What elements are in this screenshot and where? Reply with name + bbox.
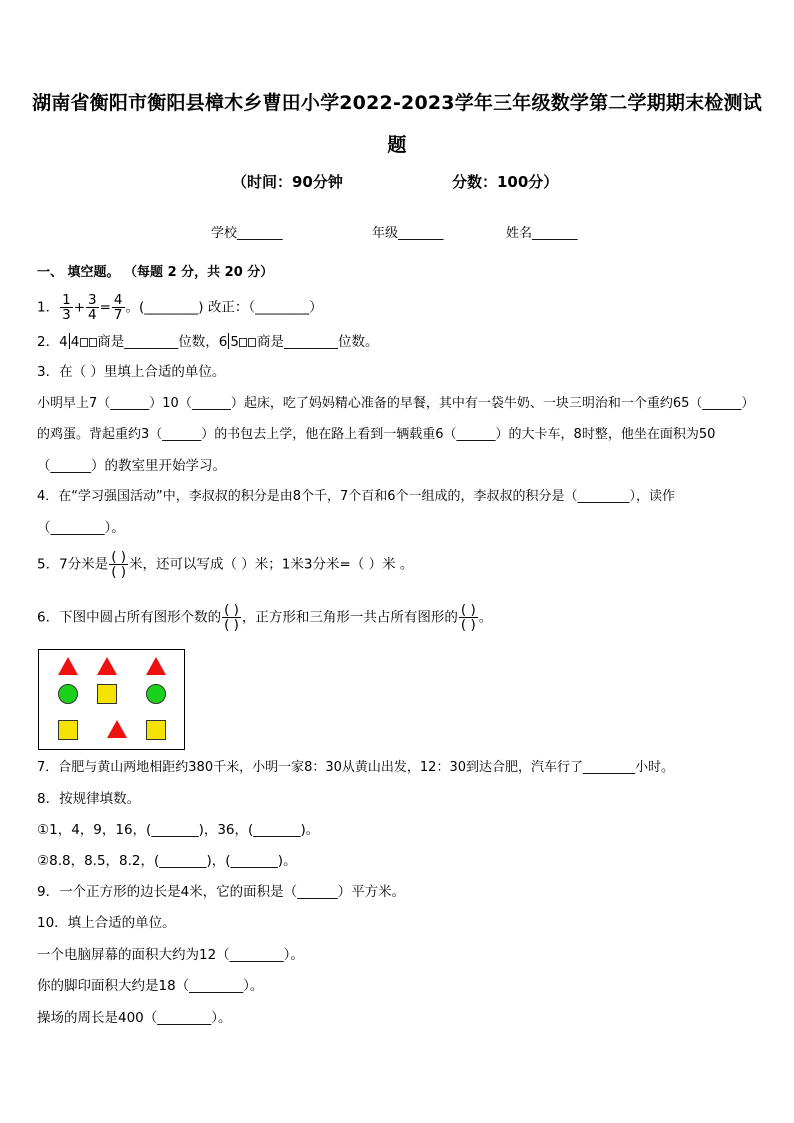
blank-box-icon [80,338,88,347]
q6-fraction-2: $\frac{( )}{( )}$ [460,602,476,633]
shapes-figure [38,649,185,750]
q6-mid: ，正方形和三角形一共占所有图形的 [241,609,458,626]
question-6 [37,603,492,632]
time-label: （时间：90分钟 [232,173,343,191]
question-8-line: ②8.8，8.5，8.2，(_______)，(_______)。 [37,853,297,869]
triangle-icon [58,657,78,675]
q2-divisor-a: 4 [59,334,68,350]
exam-title-line2: 题 [387,134,407,156]
question-10-line: 你的脚印面积大约是18（________）。 [37,978,264,994]
q5-post: 米，还可以写成（ ）米；1米3分米=（ ）米 。 [129,556,414,573]
question-8-title: 8．按规律填数。 [37,791,141,807]
question-8-line: ①1，4，9，16，(_______)，36，(_______)。 [37,822,320,838]
question-4: 4．在“学习强国活动”中，李叔叔的积分是由8个千，7个百和6个一组成的，李叔叔的积分是（________），读作 [37,489,676,504]
q1-tail: 。(________) 改正：（________） [125,299,323,316]
q2-number: 2． [37,334,60,350]
question-10-line: 操场的周长是400（________）。 [37,1010,232,1026]
q6-fraction-1: $\frac{( )}{( )}$ [224,602,239,633]
student-info-line [0,222,794,242]
circle-icon [146,684,166,704]
square-icon [146,720,166,740]
q2-text-b: 商是________位数。 [256,334,379,350]
q1-equals: = [99,299,111,316]
exam-title-line1: 湖南省衡阳市衡阳县樟木乡曹田小学2022-2023学年三年级数学第二学期期末检测试 [32,92,762,114]
triangle-icon [107,720,127,738]
division-bracket-icon [69,333,70,349]
blank-box-icon [89,338,97,347]
question-2 [37,332,378,352]
square-icon [58,720,78,740]
blank-box-icon [248,338,256,347]
q5-fraction: $\frac{( )}{( )}$ [111,549,127,580]
question-7: 7．合肥与黄山两地相距约380千米，小明一家8：30从黄山出发，12：30到达合肥，汽车行了________小时。 [37,760,674,775]
triangle-icon [97,657,117,675]
q2-text-a: 商是________位数， [97,334,219,350]
school-field: 学校_______ [211,226,283,241]
question-3-line: （______）的教室里开始学习。 [37,458,226,474]
blank-box-icon [239,338,247,347]
q1-number: 1． [37,299,60,316]
q1-fraction-3: $\frac{4}{7}$ [113,292,123,323]
question-10-line: 一个电脑屏幕的面积大约为12（________）。 [37,947,304,963]
q6-post: 。 [478,609,493,626]
circle-icon [58,684,78,704]
question-3-line: 小明早上7（______）10（______）起床，吃了妈妈精心准备的早餐，其中有一袋牛奶、一块三明治和一个重约65（______） [37,396,755,411]
q1-fraction-2: $\frac{3}{4}$ [88,292,97,323]
question-9: 9．一个正方形的边长是4米，它的面积是（______）平方米。 [37,884,406,900]
grade-field: 年级_______ [372,226,444,241]
score-label: 分数：100分） [452,173,559,191]
section-heading: 一、 填空题。 （每题 2 分，共 20 分） [37,265,274,280]
square-icon [97,684,117,704]
q1-fraction-1: $\frac{1}{3}$ [62,292,71,323]
question-1 [37,293,323,322]
q2-dividend-a: 4 [70,334,80,350]
q2-divisor-b: 6 [218,334,228,350]
q2-dividend-b: 5 [230,334,239,350]
question-3-title: 3．在（ ）里填上合适的单位。 [37,364,226,380]
triangle-icon [146,657,166,675]
exam-meta [0,171,794,193]
q5-pre: 5．7分米是 [37,556,109,573]
question-4-line: （________）。 [37,520,125,536]
name-field: 姓名_______ [506,226,578,241]
question-3-line: 的鸡蛋。背起重约3（______）的书包去上学，他在路上看到一辆载重6（______）的大卡车，8时整，他坐在面积为50 [37,427,716,442]
q1-plus: + [73,299,85,316]
question-5 [37,550,413,579]
q6-pre: 6．下图中圆占所有图形个数的 [37,609,222,626]
question-10-title: 10．填上合适的单位。 [37,915,176,931]
